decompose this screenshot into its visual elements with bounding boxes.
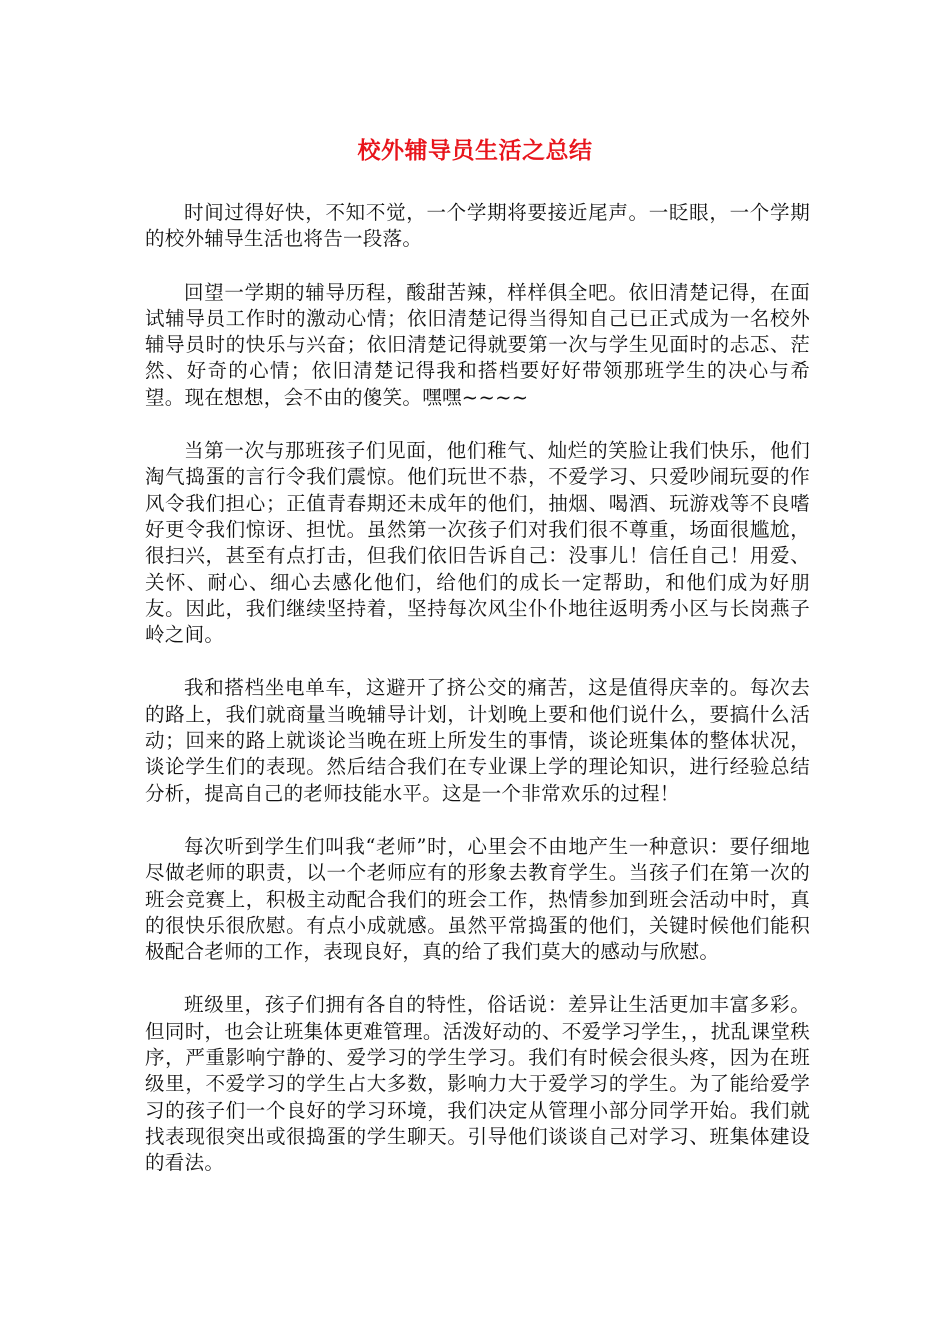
paragraph: 当第一次与那班孩子们见面，他们稚气、灿烂的笑脸让我们快乐，他们淘气捣蛋的言行令我们震惊。他们玩世不恭，不爱学习、只爱吵闹玩耍的作风令我们担心；正值青春期还未成年的他们，抽烟、喝酒、玩游戏等不良嗜好更令我们惊讶、担忧。虽然第一次孩子们对我们很不尊重，场面很尴尬，很扫兴，甚至有点打击，但我们依旧告诉自己：没事儿！信任自己！用爱、关怀、耐心、细心去感化他们，给他们的成长一定帮助，和他们成为好朋友。因此，我们继续坚持着，坚持每次风尘仆仆地往返明秀小区与长岗燕子岭之间。: [145, 439, 810, 647]
paragraph: 班级里，孩子们拥有各自的特性，俗话说：差异让生活更加丰富多彩。但同时，也会让班集体更难管理。活泼好动的、不爱学习学生，，扰乱课堂秩序，严重影响宁静的、爱学习的学生学习。我们有时候会很头疼，因为在班级里，不爱学习的学生占大多数，影响力大于爱学习的学生。为了能给爱学习的孩子们一个良好的学习环境，我们决定从管理小部分同学开始。我们就找表现很突出或很捣蛋的学生聊天。引导他们谈谈自己对学习、班集体建设的看法。: [145, 993, 810, 1175]
document-body: [145, 200, 810, 1204]
paragraph: 回望一学期的辅导历程，酸甜苦辣，样样俱全吧。依旧清楚记得，在面试辅导员工作时的激动心情；依旧清楚记得当得知自己已正式成为一名校外辅导员时的快乐与兴奋；依旧清楚记得就要第一次与学生见面时的忐忑、茫然、好奇的心情；依旧清楚记得我和搭档要好好带领那班学生的决心与希望。现在想想，会不由的傻笑。嘿嘿~~~~: [145, 280, 810, 409]
paragraph: 时间过得好快，不知不觉，一个学期将要接近尾声。一眨眼，一个学期的校外辅导生活也将告一段落。: [145, 201, 810, 251]
document-title: 校外辅导员生活之总结: [357, 138, 593, 164]
paragraph: 我和搭档坐电单车，这避开了挤公交的痛苦，这是值得庆幸的。每次去的路上，我们就商量当晚辅导计划，计划晚上要和他们说什么，要搞什么活动；回来的路上就谈论当晚在班上所发生的事情，谈论班集体的整体状况，谈论学生们的表现。然后结合我们在专业课上学的理论知识，进行经验总结分析，提高自己的老师技能水平。这是一个非常欢乐的过程！: [145, 676, 810, 805]
paragraph: 每次听到学生们叫我“老师”时，心里会不由地产生一种意识：要仔细地尽做老师的职责，以一个老师应有的形象去教育学生。当孩子们在第一次的班会竞赛上，积极主动配合我们的班会工作，热情参加到班会活动中时，真的很快乐很欣慰。有点小成就感。虽然平常捣蛋的他们，关键时候他们能积极配合老师的工作，表现良好，真的给了我们莫大的感动与欣慰。: [145, 834, 810, 964]
